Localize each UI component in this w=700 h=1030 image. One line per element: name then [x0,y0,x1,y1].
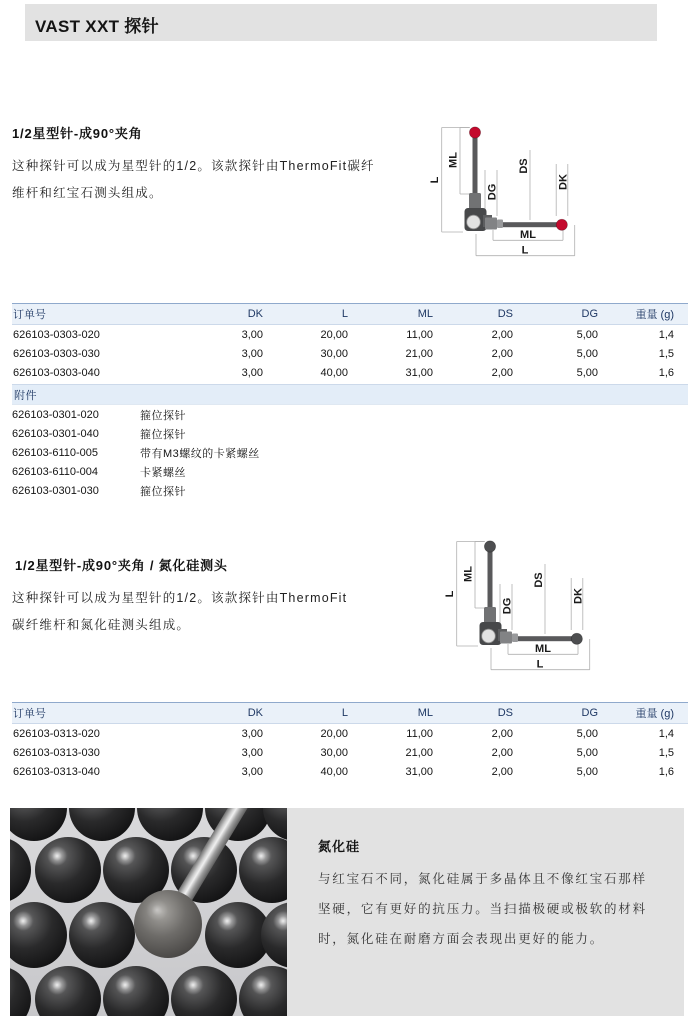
info-text-line: 时，氮化硅在耐磨方面会表现出更好的能力。 [318,932,605,946]
col-header-l: L [341,308,348,320]
horizontal-collar [500,632,512,644]
cell-order: 626103-0303-020 [13,328,100,341]
dim-label-ds: DS [533,572,545,588]
horizontal-collar-step [497,220,503,229]
info-text-line: 与红宝石不同，氮化硅属于多晶体且不像红宝石那样 [318,872,647,886]
col-header-order: 订单号 [13,309,46,321]
accessory-row [12,443,688,462]
accessory-order: 626103-6110-005 [12,446,99,459]
cell-ml: 11,00 [406,328,433,341]
accessory-order: 626103-0301-040 [12,427,99,440]
accessory-row [12,405,688,424]
dim-label-l: L [429,176,441,184]
cell-dg: 5,00 [576,727,598,740]
accessory-row [12,424,688,443]
dim-label-ml-bottom: ML [520,229,536,241]
col-header-ds: DS [497,707,513,719]
stylus-ball-highlight [146,899,168,921]
col-header-ml: ML [417,707,433,719]
cell-ml: 21,00 [405,347,433,360]
probe-ball-top [484,541,495,552]
cell-dg: 5,00 [576,347,598,360]
accessory-desc: 箍位探针 [140,409,186,422]
stylus-collar [469,193,481,209]
col-header-dk: DK [247,707,263,719]
cell-l: 20,00 [320,328,348,341]
dim-label-dg: DG [486,183,499,201]
col-header-ds: DS [497,308,513,320]
cell-ds: 2,00 [491,746,513,759]
stylus-collar [484,607,496,623]
cell-l: 20,00 [320,727,348,740]
accessory-order: 626103-0301-030 [12,484,99,497]
horizontal-collar [485,218,497,230]
cell-dg: 5,00 [576,366,598,379]
accessory-order: 626103-0301-020 [12,408,99,421]
cell-order: 626103-0303-040 [13,366,100,379]
cell-weight: 1,6 [658,366,674,379]
table-row [12,762,688,781]
dimension-lines [457,542,590,670]
page-header-bar [25,4,657,41]
cell-dk: 3,00 [241,347,263,360]
cell-dg: 5,00 [576,765,598,778]
cell-dg: 5,00 [576,328,598,341]
cell-order: 626103-0303-030 [13,347,100,360]
spec-table-2 [12,702,688,781]
description-line: 这种探针可以成为星型针的1/2。该款探针由ThermoFit碳纤 [12,159,375,173]
dim-label-l-bottom: L [521,244,529,257]
cell-dk: 3,00 [241,746,263,759]
product-photo-silicon-nitride-balls [10,808,287,1016]
cell-ml: 31,00 [405,765,433,778]
section-1-title: 1/2星型针-成90°夹角 [12,126,143,141]
clamp-screw [467,215,481,229]
table-row [12,363,688,382]
description-line: 碳纤维杆和氮化硅测头组成。 [12,618,191,632]
dimension-lines [442,128,575,256]
cell-dk: 3,00 [241,765,263,778]
cell-ds: 2,00 [491,765,513,778]
probe-diagram-silicon-nitride [430,526,615,676]
probe-ball-right [556,219,567,230]
cell-weight: 1,4 [658,727,674,740]
cell-ml: 11,00 [406,727,433,740]
col-header-weight: 重量 (g) [635,309,674,321]
info-panel-title: 氮化硅 [318,839,361,854]
dim-label-l: L [444,590,456,598]
cell-weight: 1,6 [658,765,674,778]
table-row [12,743,688,762]
dim-label-dk: DK [572,588,585,604]
table-row [12,325,688,344]
col-header-dk: DK [247,308,263,320]
accessory-row [12,481,688,500]
cell-ds: 2,00 [491,366,513,379]
section-1-description [12,153,375,207]
horizontal-stylus-shaft [518,636,572,641]
cell-order: 626103-0313-030 [13,746,100,759]
probe-ball-right [571,633,582,644]
probe-diagram-ruby [415,112,600,262]
cell-ds: 2,00 [491,727,513,740]
accessory-desc: 箍位探针 [140,485,186,498]
cell-ml: 21,00 [405,746,433,759]
cell-dk: 3,00 [241,727,263,740]
accessory-desc: 卡紧螺丝 [140,466,186,479]
stylus-ball [134,890,202,958]
cell-order: 626103-0313-020 [13,727,100,740]
description-line: 维杆和红宝石测头组成。 [12,186,163,200]
col-header-dg: DG [581,707,598,719]
col-header-l: L [341,707,348,719]
table-header-row [12,303,688,325]
cell-dk: 3,00 [241,328,263,341]
vertical-stylus-shaft [488,550,493,609]
dim-label-ml-bottom: ML [535,643,551,655]
cell-order: 626103-0313-040 [13,765,100,778]
section-2-description [12,585,347,639]
table-row [12,344,688,363]
cell-l: 30,00 [320,746,348,759]
vertical-stylus-shaft [473,136,478,195]
cell-weight: 1,4 [658,328,674,341]
spec-table-1 [12,303,688,500]
description-line: 这种探针可以成为星型针的1/2。该款探针由ThermoFit [12,591,348,605]
dim-label-ds: DS [518,158,530,174]
dim-label-dk: DK [557,174,570,190]
cell-l: 40,00 [320,765,348,778]
dim-label-l-bottom: L [536,658,544,671]
accessories-header-band: 附件 [12,384,688,405]
col-header-weight: 重量 (g) [635,708,674,720]
cell-ds: 2,00 [491,328,513,341]
accessory-desc: 带有M3螺纹的卡紧螺丝 [140,447,260,460]
cell-l: 40,00 [320,366,348,379]
info-panel [10,808,684,1016]
col-header-dg: DG [581,308,598,320]
dim-label-ml: ML [447,152,460,168]
table-header-row [12,702,688,724]
cell-weight: 1,5 [658,746,674,759]
cell-l: 30,00 [320,347,348,360]
info-text-line: 坚硬，它有更好的抗压力。当扫描极硬或极软的材料 [318,902,647,916]
horizontal-stylus-shaft [503,222,557,227]
clamp-screw [482,629,496,643]
accessory-desc: 箍位探针 [140,428,186,441]
accessory-row [12,462,688,481]
page-title: VAST XXT 探针 [35,17,159,36]
info-panel-text [318,864,647,954]
cell-dk: 3,00 [241,366,263,379]
dim-label-ml: ML [462,566,475,582]
table-row [12,724,688,743]
cell-ml: 31,00 [405,366,433,379]
cell-weight: 1,5 [658,347,674,360]
dim-label-dg: DG [501,597,514,615]
horizontal-collar-step [512,634,518,643]
accessory-order: 626103-6110-004 [12,465,99,478]
col-header-ml: ML [417,308,433,320]
cell-ds: 2,00 [491,347,513,360]
col-header-order: 订单号 [13,708,46,720]
cell-dg: 5,00 [576,746,598,759]
section-2-title: 1/2星型针-成90°夹角 / 氮化硅测头 [15,558,228,573]
probe-ball-top [469,127,480,138]
